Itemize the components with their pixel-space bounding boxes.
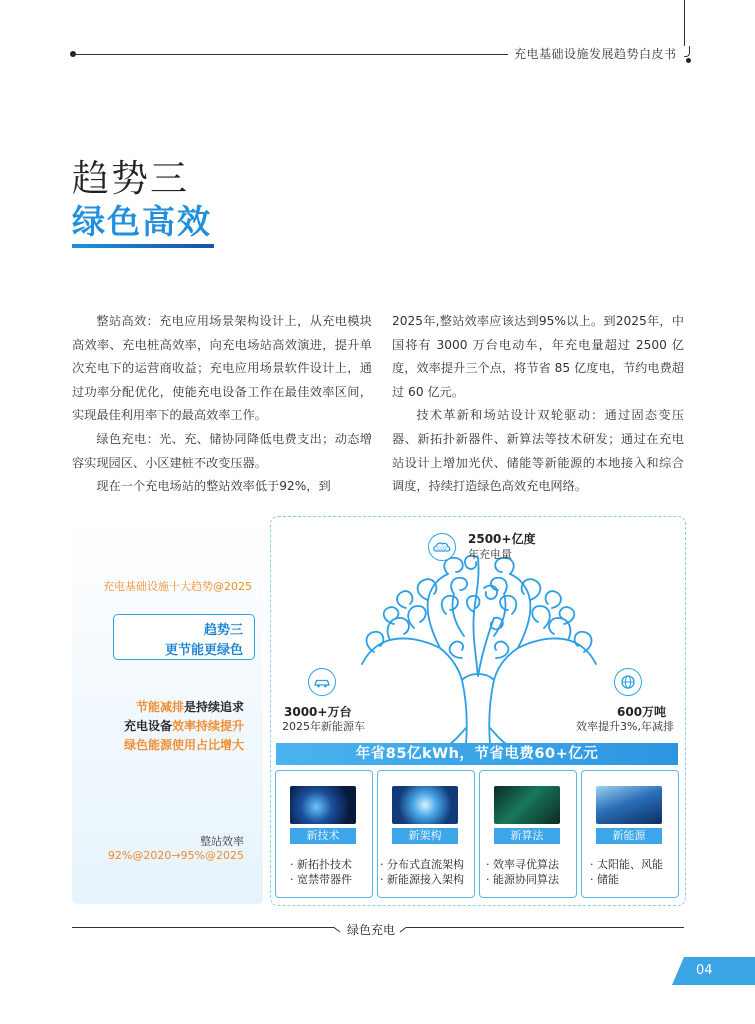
footer-rule-bend-right — [398, 924, 416, 934]
header-corner-hook — [684, 46, 690, 57]
summary-trend-subtitle: 更节能更绿色 — [164, 643, 243, 658]
stat-ev-count-label: 2025年新能源车 — [282, 720, 365, 733]
footer-rule-right — [414, 927, 684, 928]
car-icon — [309, 669, 335, 695]
header-title: 充电基础设施发展趋势白皮书 — [514, 47, 677, 61]
stat-annual-charge-value: 2500+亿度 — [468, 532, 536, 546]
footer-rule-bend-left — [324, 924, 342, 934]
summary-line-2: 充电设备效率持续提升 — [123, 719, 244, 733]
summary-line-1: 节能减排是持续追求 — [135, 700, 244, 714]
co2-icon-text: CO2 — [437, 547, 447, 552]
card-label: 新算法 — [494, 828, 560, 844]
card-label: 新架构 — [392, 828, 458, 844]
section-title: 绿色高效 — [72, 202, 212, 241]
card-image-circuit — [494, 786, 560, 824]
stat-emission-value: 600万吨 — [617, 705, 667, 719]
efficiency-label: 整站效率 — [200, 835, 244, 848]
paragraph: 现在一个充电场站的整站效率低于92%，到 — [96, 479, 331, 494]
cloud-icon — [429, 534, 455, 560]
summary-source: 充电基础设施十大趋势@2025 — [103, 580, 252, 593]
paragraph: 技术革新和场站设计双轮驱动：通过固态变压器、新拓扑新器件、新算法等技术研发；通过在充电站设计上增加光伏、储能等新能源的本地接入和综合调度，持续打造绿色高效充电网络。 — [392, 408, 684, 494]
paragraph: 绿色充电：光、充、储协同降低电费支出；动态增容实现园区、小区建桩不改变压器。 — [72, 431, 372, 470]
savings-banner: 年省85亿kWh，节省电费60+亿元 — [276, 743, 678, 765]
footer-rule-left — [72, 927, 326, 928]
section-heading: 趋势三 — [72, 157, 189, 200]
title-underline — [72, 244, 214, 248]
paragraph: 2025年,整站效率应该达到95%以上。到2025年，中国将有 3000 万台电动车，年充电量超过 2500 亿度，效率提升三个点，将节省 85 亿度电，节约电费超过 60 亿元。 — [392, 314, 684, 399]
footer-section-name: 绿色充电 — [347, 923, 396, 937]
card-image-brain — [392, 786, 458, 824]
card-label: 新能源 — [596, 828, 662, 844]
summary-trend-title: 趋势三 — [203, 623, 243, 638]
summary-line-3: 绿色能源使用占比增大 — [123, 738, 244, 752]
card-item: · 效率寻优算法 — [486, 858, 559, 871]
efficiency-value: 92%@2020→95%@2025 — [107, 849, 244, 862]
globe-icon-circle — [614, 668, 642, 696]
card-label: 新技术 — [290, 828, 356, 844]
paragraph: 整站高效：充电应用场景架构设计上，从充电模块高效率、充电桩高效率，向充电场站高效演进，提升单次充电下的运营商收益；充电应用场景软件设计上，通过功率分配优化，使能充电设备工作在最佳效率区间，实现最佳利用率下的最高效率工作。 — [72, 314, 372, 423]
header-corner-dot — [686, 58, 691, 63]
card-item: · 太阳能、风能 — [590, 858, 663, 871]
page-number-tab — [672, 957, 755, 985]
card-item: · 储能 — [590, 873, 619, 886]
card-image-solar-panel — [596, 786, 662, 824]
globe-icon — [615, 669, 641, 695]
header-corner-line — [684, 0, 685, 46]
co2-icon — [428, 533, 456, 561]
body-column-left — [72, 310, 372, 499]
card-item: · 能源协同算法 — [486, 873, 559, 886]
card-item: · 新能源接入架构 — [380, 873, 464, 886]
stat-annual-charge-label: 年充电量 — [468, 548, 512, 561]
card-item: · 新拓扑技术 — [290, 858, 352, 871]
page-number: 04 — [696, 963, 713, 978]
header-rule — [72, 54, 508, 55]
card-item: · 宽禁带器件 — [290, 873, 352, 886]
card-item: · 分布式直流架构 — [380, 858, 464, 871]
body-column-right — [392, 310, 684, 499]
stat-ev-count-value: 3000+万台 — [284, 705, 352, 719]
stat-emission-label: 效率提升3%,年减排 — [576, 720, 674, 733]
card-image-chip — [290, 786, 356, 824]
car-icon-circle — [308, 668, 336, 696]
tree-illustration — [354, 548, 604, 744]
